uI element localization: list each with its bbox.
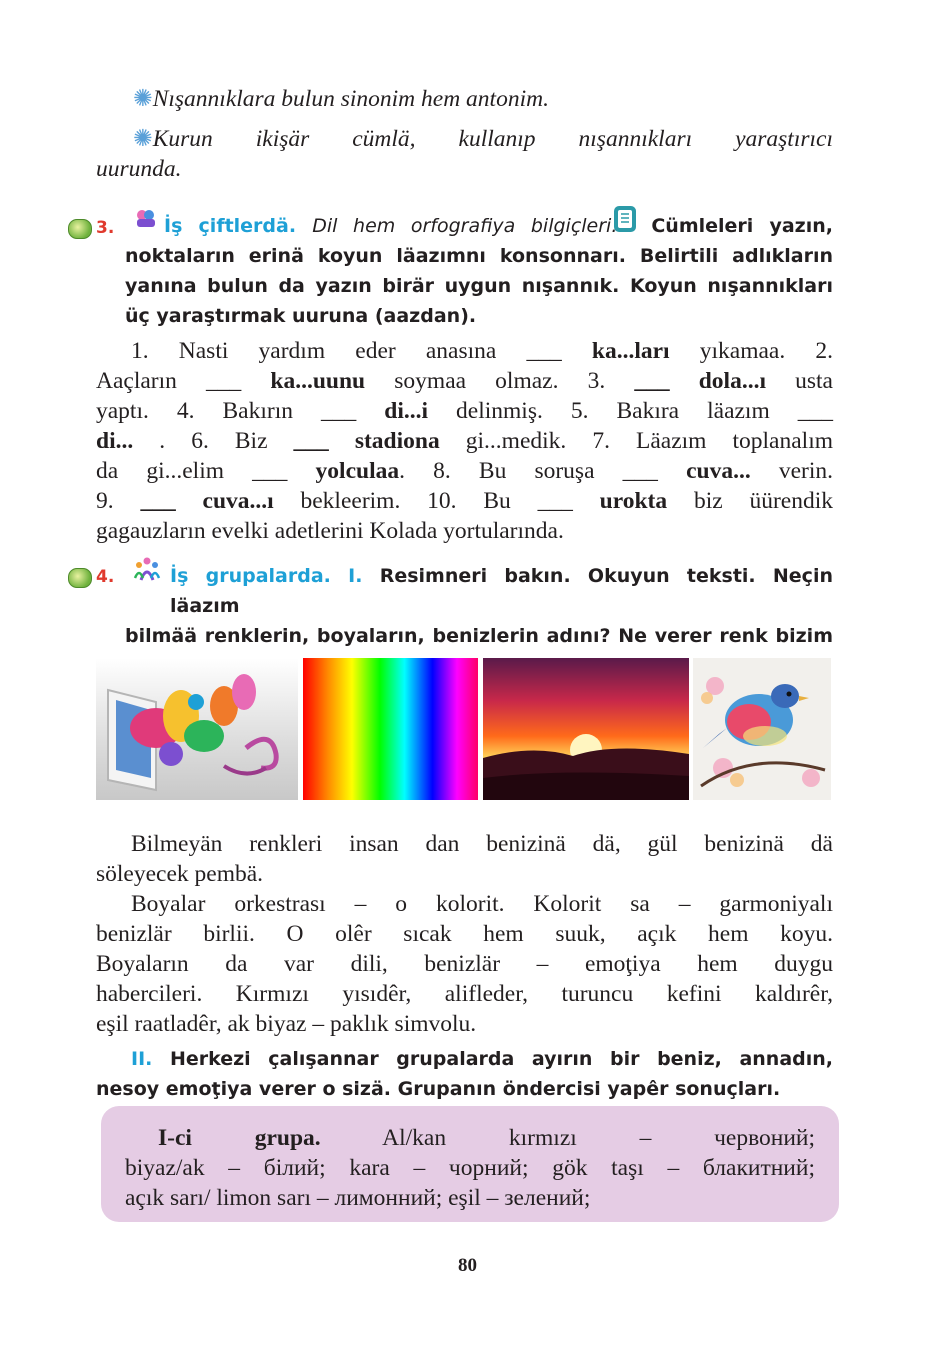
- exercise-text: 1. Nasti yardım eder anasına ___ ka...ları yıkamaa. 2. Aaçların ___ ka...uunu soymaa olmaz. 3. ___ dola...ı usta yaptı. 4. Bakırın ___ di...i delinmiş. 5. Bakıra läazım ___ di... . 6. Biz ___ stadiona gi...medik. 7. Läazım toplanalım da gi...elim ___ yolculaa. 8. Bu soruşa ___ cuva... verin. 9. ___ cuva...ı bekleerim. 10. Bu ___ urokta biz üürendik gagauzların evelki adetlerini Kolada yortularında.: [96, 338, 834, 544]
- monitor-art-image: [96, 658, 298, 800]
- task-number: 3.: [96, 218, 115, 238]
- task-label: İş çiftlerdä.: [164, 215, 297, 237]
- task-badge-icon: [68, 568, 92, 588]
- task-badge-icon: [68, 219, 92, 239]
- asterisk-icon: ✺: [133, 86, 153, 112]
- sunset-image: [483, 658, 689, 800]
- task3-instructions: İş çiftlerdä. Dil hem orfografiya bilgiçleri. Cümleleri yazın, noktaların erinä koyun läazımnı konsonnarı. Belirtili adlıkların yanına bulun da yazın birär uygun nışannık. Koyun nışannıkları üç yaraştırmak uuruna (aazdan).: [125, 215, 833, 327]
- task-subject: Dil hem orfografiya bilgiçleri.: [312, 215, 618, 237]
- text-paragraph-1: Bilmeyän renkleri insan dan benizinä dä, gül benizinä dä söleyecek pembä.: [96, 831, 833, 887]
- page-number: 80: [458, 1255, 477, 1276]
- bird-watercolor-image: [693, 658, 831, 800]
- task-label: İş grupalarda.: [170, 565, 331, 587]
- asterisk-icon: ✺: [133, 126, 153, 152]
- task-number: 4.: [96, 567, 115, 587]
- text-paragraph-2: Boyalar orkestrası – o kolorit. Kolorit sa – garmoniyalı benizlär birlii. O olêr sıcak hem suuk, açık hem koyu. Boyaların da var dili, benizlär – emoţiya hem duygu habercileri. Kırmızı yısıdêr, alifleder, turuncu kefini kaldırêr, eşil raatladêr, ak biyaz – paklık simvolu.: [96, 891, 833, 1037]
- task4-instructions: İş grupalarda. I. Resimneri bakın. Okuyun teksti. Neçin läazım bilmää renklerin, boyaların, benizlerin adını? Ne verer renk bizim: [125, 565, 833, 647]
- vocabulary-text: I-ci grupa. Al/kan kırmızı – червоний; biyaz/ak – білий; kara – чорний; gök taşı – блакитний; açık sarı/ limon sarı – лимонний; eşil – зелений;: [125, 1125, 816, 1211]
- bullet-1: ✺Nışannıklara bulun sinonim hem antonim.: [133, 86, 549, 112]
- bullet-2: ✺Kurun ikişär cümlä, kullanıp nışannıkları yaraştırıcı uurunda.: [96, 126, 833, 182]
- part2-instructions: II. Herkezi çalışannar grupalarda ayırın bir beniz, annadın, nesoy emoţiya verer o sizä. Grupanın öndercisi yapêr sonuçları.: [96, 1048, 833, 1100]
- rainbow-spectrum-image: [303, 658, 478, 800]
